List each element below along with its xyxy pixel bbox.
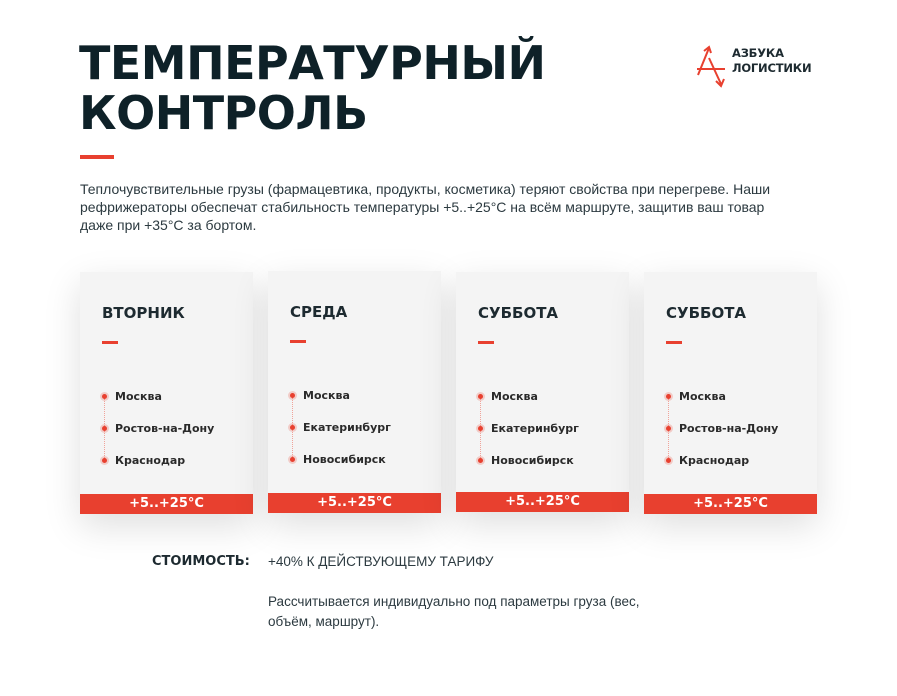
- stop-city: Екатеринбург: [303, 421, 391, 434]
- card-accent-dash: [666, 341, 682, 344]
- card-day: ВТОРНИК: [102, 304, 185, 322]
- stop-dot-icon: [102, 426, 107, 431]
- stop-city: Москва: [491, 390, 538, 403]
- temperature-badge: +5..+25°C: [644, 494, 817, 514]
- page-title: ТЕМПЕРАТУРНЫЙ КОНТРОЛЬ: [79, 36, 546, 140]
- stop-dot-icon: [102, 458, 107, 463]
- logo-line-2: ЛОГИСТИКИ: [732, 61, 812, 75]
- stop-dot-icon: [666, 458, 671, 463]
- stop-city: Москва: [303, 389, 350, 402]
- logo-line-1: АЗБУКА: [732, 46, 784, 60]
- stop-city: Новосибирск: [303, 453, 386, 466]
- route-card-tuesday: [80, 272, 253, 514]
- intro-text: Теплочувствительные грузы (фармацевтика, продукты, косметика) теряют свойства при перегреве. Наши рефрижераторы обеспечат стабильность температуры +5..+25°C на всём маршруте, защитив ваш товар даже при +35°C за бортом.: [80, 181, 771, 233]
- stop-city: Екатеринбург: [491, 422, 579, 435]
- cost-note: Рассчитывается индивидуально под параметры груза (вес, объём, маршрут).: [268, 594, 640, 629]
- stop-dot-icon: [478, 458, 483, 463]
- cost-label: СТОИМОСТЬ:: [152, 554, 250, 569]
- card-day: СУББОТА: [666, 304, 747, 322]
- temperature-badge: +5..+25°C: [456, 492, 629, 512]
- cost-value: +40% К ДЕЙСТВУЮЩЕМУ ТАРИФУ: [268, 554, 494, 569]
- temperature-badge: +5..+25°C: [268, 493, 441, 513]
- card-accent-dash: [102, 341, 118, 344]
- stop-dot-icon: [102, 394, 107, 399]
- stop-city: Ростов-на-Дону: [115, 422, 215, 435]
- route-card-wednesday: [268, 271, 441, 513]
- stop-city: Краснодар: [115, 454, 186, 467]
- stop-dot-icon: [478, 394, 483, 399]
- stop-city: Краснодар: [679, 454, 750, 467]
- stop-city: Москва: [679, 390, 726, 403]
- stop-dot-icon: [290, 457, 295, 462]
- card-day: СУББОТА: [478, 304, 559, 322]
- card-day: СРЕДА: [290, 303, 348, 321]
- arrow-a-logo-icon: [695, 44, 731, 88]
- stop-dot-icon: [290, 393, 295, 398]
- title-accent-bar: [80, 155, 114, 159]
- card-accent-dash: [290, 340, 306, 343]
- temperature-badge: +5..+25°C: [80, 494, 253, 514]
- stop-dot-icon: [666, 426, 671, 431]
- stop-city: Новосибирск: [491, 454, 574, 467]
- route-card-saturday-2: [644, 272, 817, 514]
- stop-city: Ростов-на-Дону: [679, 422, 779, 435]
- stop-dot-icon: [666, 394, 671, 399]
- stop-dot-icon: [290, 425, 295, 430]
- company-logo[interactable]: [695, 44, 825, 88]
- card-accent-dash: [478, 341, 494, 344]
- stop-dot-icon: [478, 426, 483, 431]
- route-card-saturday-1: [456, 272, 629, 512]
- stop-city: Москва: [115, 390, 162, 403]
